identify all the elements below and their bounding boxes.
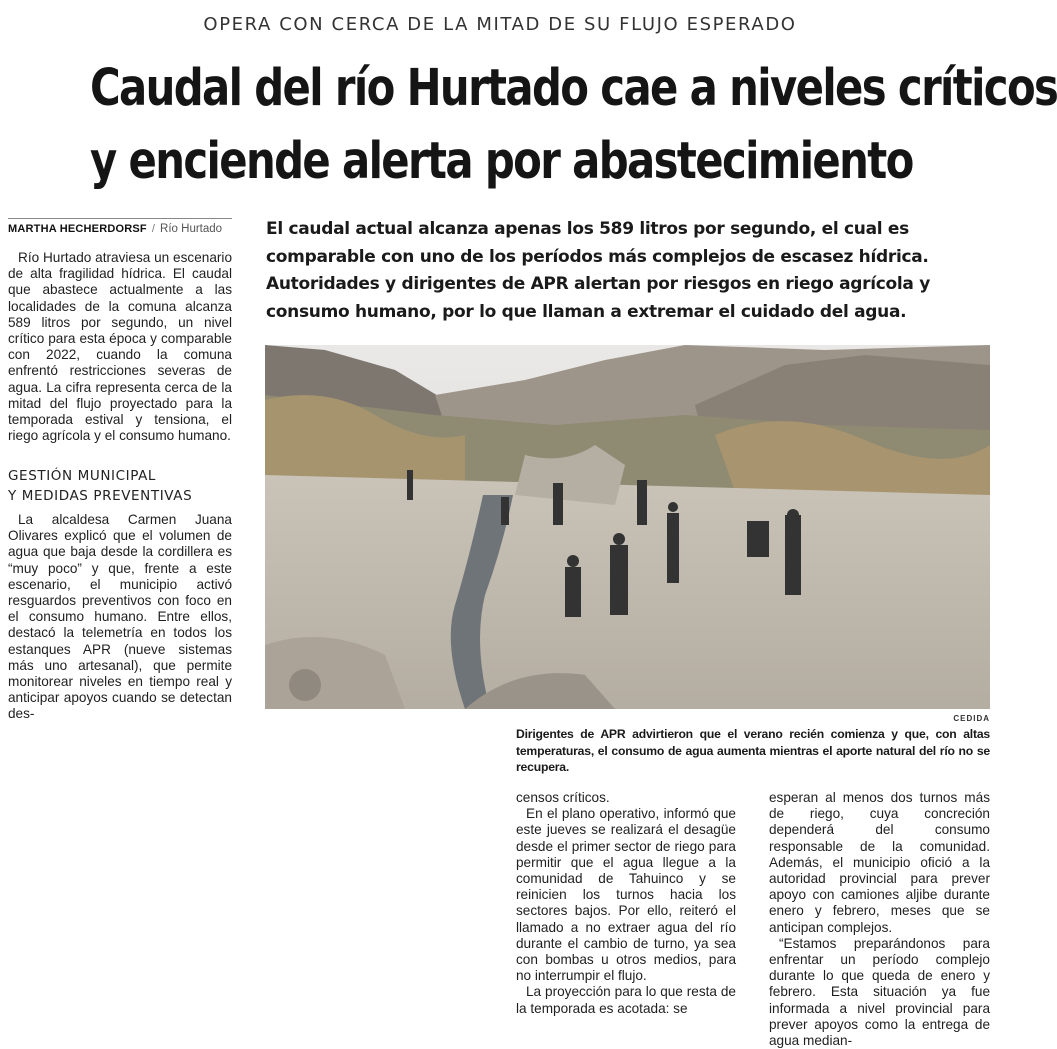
body-paragraph-3: En el plano operativo, informó que este jueves se realizará el desagüe desde el primer sector de riego para permitir que el agua llegue a la comunidad de Tahuinco y se reinicien los turnos hacia los sectores bajos. Por ello, reiteró el llamado a no extraer agua del río durante el cambio de turno, ya sea con bombas u otros medios, para no interrumpir el flujo.: [516, 806, 736, 984]
byline: [8, 218, 232, 240]
photo-credit: CEDIDA: [953, 714, 990, 723]
article-photo: [265, 345, 990, 709]
article-column-1-continued: [8, 512, 232, 723]
subhead-line-1: GESTIÓN MUNICIPAL: [8, 468, 157, 484]
byline-author: MARTHA HECHERDORSF: [8, 223, 147, 235]
article-column-3: [769, 790, 990, 1049]
lede: El caudal actual alcanza apenas los 589 litros por segundo, el cual es comparable con uno de los períodos más complejos de escasez hídrica. Autoridades y dirigentes de APR alertan por riesgos en riego agrícola y consumo humano, por lo que llaman a extremar el cuidado del agua.: [266, 219, 930, 322]
body-paragraph-4: La proyección para lo que resta de la temporada es acotada: se: [516, 984, 736, 1016]
photo-caption: Dirigentes de APR advirtieron que el verano recién comienza y que, con altas temperaturas, el consumo de agua aumenta mientras el aporte natural del río no se recupera.: [516, 727, 990, 774]
subhead-line-2: Y MEDIDAS PREVENTIVAS: [8, 488, 193, 504]
section-subhead: [8, 466, 232, 506]
body-paragraph-2: La alcaldesa Carmen Juana Olivares explicó que el volumen de agua que baja desde la cordillera es “muy poco” y que, frente a este escenario, el municipio activó resguardos preventivos con foco en el consumo humano. Entre ellos, destacó la telemetría en todos los estanques APR (nueve sistemas más uno artesanal), que permite monitorear niveles en tiempo real y anticipar apoyos cuando se detectan des-: [8, 512, 232, 722]
article-column-2: [516, 790, 736, 1017]
body-paragraph-4-continued: esperan al menos dos turnos más de riego, cuya concreción dependerá del consumo responsable de la comunidad. Además, el municipio ofició a la autoridad provincial para prever apoyo con camiones aljibe durante enero y febrero, meses que se anticipan complejos.: [769, 790, 990, 935]
byline-location: Río Hurtado: [160, 223, 223, 235]
headline-line-1: Caudal del río Hurtado cae a niveles críticos: [90, 59, 1057, 118]
body-paragraph-1: Río Hurtado atraviesa un escenario de alta fragilidad hídrica. El caudal que abastece actualmente a las localidades de la comuna alcanza 589 litros por segundo, un nivel crítico para esta época y comparable con 2022, cuando la comuna enfrentó restricciones severas de agua. La cifra representa cerca de la mitad del flujo proyectado para la temporada estival y tensiona, el riego agrícola y el consumo humano.: [8, 250, 232, 444]
river-photo-illustration: [265, 345, 990, 709]
article-column-1: [8, 250, 232, 444]
byline-separator: /: [151, 223, 155, 235]
body-paragraph-2-continued: censos críticos.: [516, 790, 610, 805]
body-paragraph-5: “Estamos preparándonos para enfrentar un período complejo durante lo que queda de enero y febrero. Esta situación ya fue informada a nivel provincial para prever apoyos como la entrega de agua median-: [769, 935, 990, 1049]
kicker: OPERA CON CERCA DE LA MITAD DE SU FLUJO ESPERADO: [203, 14, 797, 35]
headline-line-2: y enciende alerta por abastecimiento: [90, 132, 913, 191]
headline: [0, 52, 1057, 198]
